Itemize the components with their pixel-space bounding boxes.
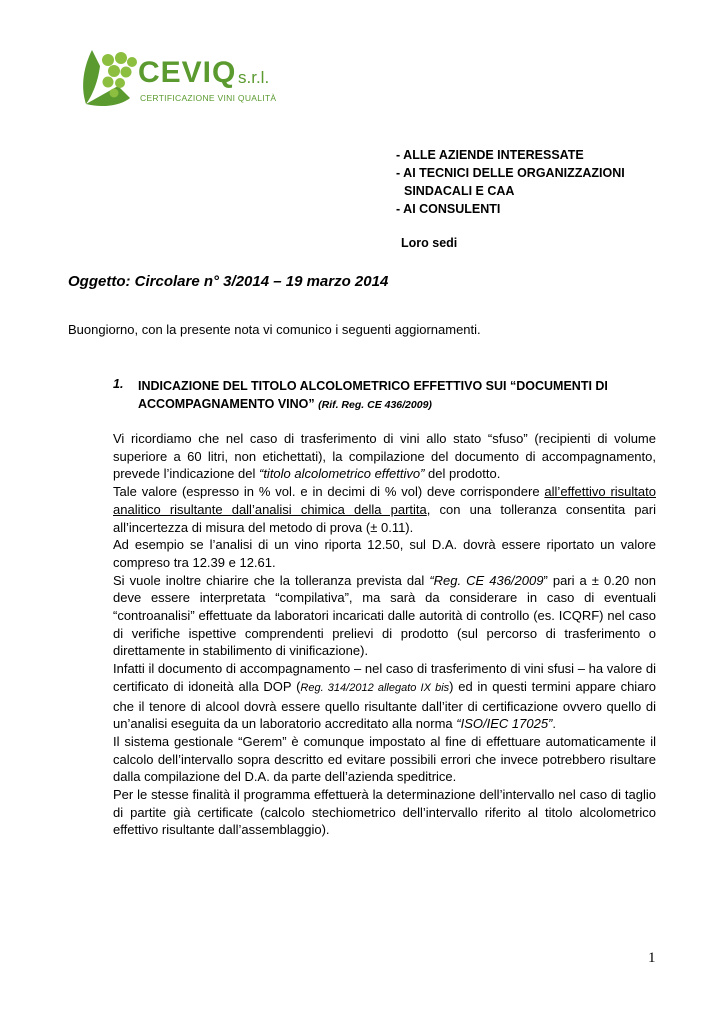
text-run-italic: “titolo alcolometrico effettivo” bbox=[258, 466, 425, 482]
page-number: 1 bbox=[648, 950, 656, 966]
loro-sedi: Loro sedi bbox=[401, 236, 458, 250]
section-reference: (Rif. Reg. CE 436/2009) bbox=[318, 399, 432, 411]
logo-suffix: s.r.l. bbox=[238, 68, 270, 87]
text-run: Si vuole inoltre chiarire che la tolleranza prevista dal bbox=[113, 572, 430, 588]
paragraph bbox=[113, 483, 656, 536]
paragraph bbox=[113, 430, 656, 483]
paragraph bbox=[113, 572, 656, 661]
text-run-italic: “ISO/IEC 17025” bbox=[456, 716, 553, 732]
section-number: 1. bbox=[113, 377, 124, 391]
recipient-line: - AI TECNICI DELLE ORGANIZZAZIONI bbox=[396, 166, 625, 180]
logo-wordmark: CEVIQ bbox=[138, 56, 237, 89]
section-title: INDICAZIONE DEL TITOLO ALCOLOMETRICO EFFETTIVO SUI “DOCUMENTI DI ACCOMPAGNAMENTO VINO” bbox=[138, 379, 608, 411]
section-heading bbox=[138, 377, 608, 414]
text-run: del prodotto. bbox=[424, 466, 501, 482]
recipients-block bbox=[396, 146, 625, 218]
text-run: ) ed in questi termini appare chiaro che il tenore di alcool dovrà essere quello risultante dall’iter di certificazione ovvero quello di un’analisi eseguita da un laboratorio accreditato alla norma bbox=[113, 678, 656, 732]
recipient-line: - ALLE AZIENDE INTERESSATE bbox=[396, 148, 584, 162]
recipient-line: SINDACALI E CAA bbox=[404, 184, 515, 198]
paragraph: Ad esempio se l’analisi di un vino riporta 12.50, sul D.A. dovrà essere riportato un valore compreso tra 12.39 e 12.61. bbox=[113, 537, 656, 570]
paragraph: Per le stesse finalità il programma effettuerà la determinazione dell’intervallo nel caso di taglio di partite già certificate (calcolo stechiometrico dell’intervallo riferito al titolo alcolometrico effettivo risultante dall’assemblaggio). bbox=[113, 787, 656, 838]
recipient-line: - AI CONSULENTI bbox=[396, 202, 501, 216]
grape-cluster-icon bbox=[78, 46, 140, 110]
text-run: Tale valore (espresso in % vol. e in decimi di % vol) deve corrispondere bbox=[113, 484, 545, 500]
body-text bbox=[113, 430, 656, 839]
text-run: Infatti il documento di accompagnamento – nel caso di trasferimento di vini sfusi – ha valore di certificato di idoneità alla DOP ( bbox=[113, 661, 656, 694]
ceviq-logo bbox=[78, 46, 288, 110]
text-run-italic: Reg. 314/2012 allegato IX bis bbox=[300, 681, 450, 694]
subject-line: Oggetto: Circolare n° 3/2014 – 19 marzo 2014 bbox=[68, 273, 389, 290]
text-run: . bbox=[552, 716, 557, 732]
text-run: , con una tolleranza consentita pari all’incertezza di misura del metodo di prova (± 0.11). bbox=[113, 501, 656, 535]
text-run-underline: all’effettivo risultato analitico risultante dall’analisi chimica della partita bbox=[113, 484, 656, 517]
text-run: Vi ricordiamo che nel caso di trasferimento di vini allo stato “sfuso” (recipienti di volume superiore a 60 litri, non etichettati), la compilazione del documento di accompagnamento, prevede l’indicazione del bbox=[113, 431, 656, 482]
logo-tagline: CERTIFICAZIONE VINI QUALITÀ bbox=[140, 93, 277, 103]
paragraph: Il sistema gestionale “Gerem” è comunque impostato al fine di effettuare automaticamente il calcolo dell’intervallo sopra descritto ed evitare possibili errori che invece potrebbero risultare dalla compilazione del D.A. da parte dell’azienda speditrice. bbox=[113, 733, 656, 785]
text-run: ” pari a ± 0.20 non deve essere interpretata “compilativa”, ma sarà da considerare in caso di eventuali “controanalisi” effettuate da laboratori incaricati dalle autorità di controllo (es. ICQRF) nel caso di verifiche ispettive comprendenti prelievi di prodotto (sul percorso di trasferimento o direttamente in stabilimento di vinificazione). bbox=[113, 572, 657, 659]
greeting-text: Buongiorno, con la presente nota vi comunico i seguenti aggiornamenti. bbox=[68, 322, 481, 337]
text-run-italic: “Reg. CE 436/2009 bbox=[429, 572, 544, 588]
paragraph bbox=[113, 660, 656, 733]
